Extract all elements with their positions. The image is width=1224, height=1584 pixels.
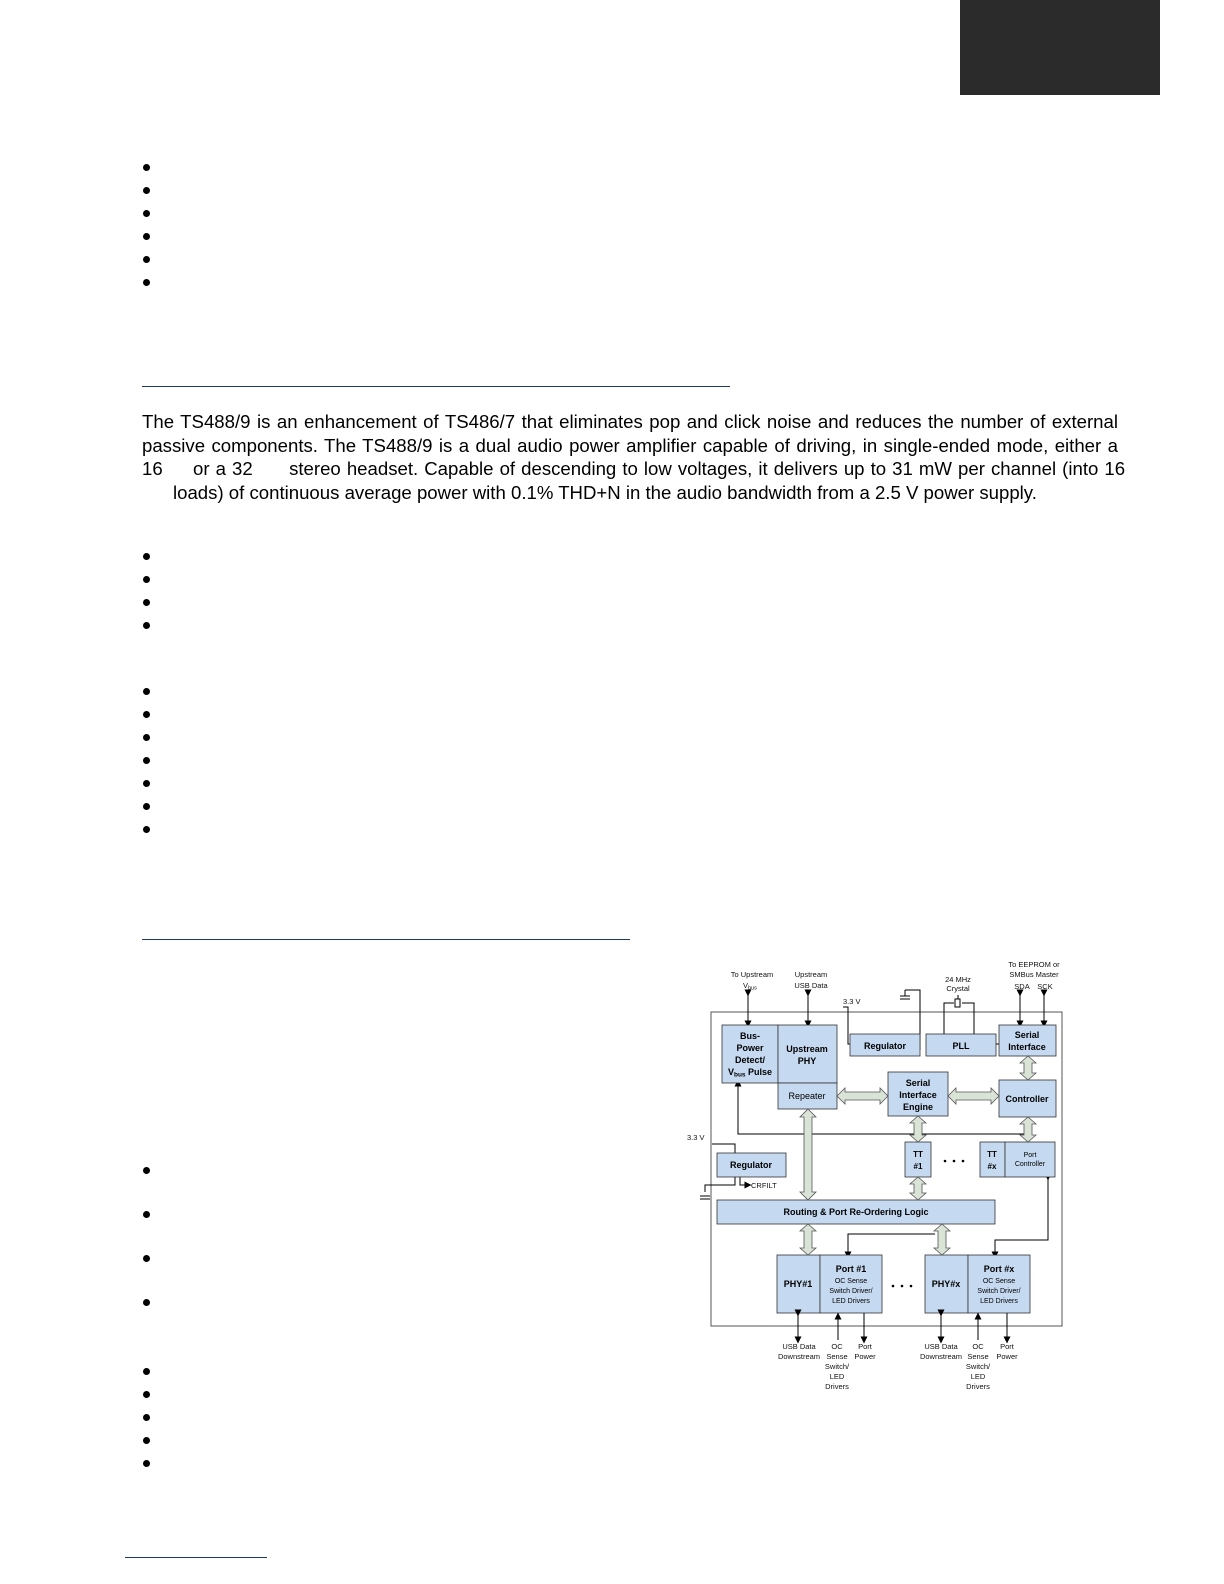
block-label: Switch Driver/: [829, 1288, 873, 1295]
block-label: Vbus Pulse: [727, 1067, 773, 1079]
label-port-power: Power: [854, 1352, 876, 1361]
block-label: OC Sense: [834, 1278, 868, 1285]
label-24mhz: 24 MHz: [945, 975, 971, 984]
label-oc-sense: LED: [829, 1372, 845, 1381]
block-label: Engine: [902, 1102, 934, 1112]
label-oc-sense: OC: [831, 1342, 843, 1351]
footer-rule: [125, 1557, 267, 1558]
label-usb-data-downstream: USB Data: [924, 1342, 958, 1351]
description-line: The TS488/9 is an enhancement of TS486/7 that eliminates pop and click noise and reduces the number of external: [142, 411, 1118, 432]
block-label: Regulator: [729, 1160, 773, 1170]
label-sck: SCK: [1037, 982, 1053, 991]
label-3v3-left: 3.3 V: [687, 1133, 705, 1142]
tt1-block: [905, 1142, 931, 1177]
block-label: Upstream: [786, 1044, 828, 1054]
description-line: 16 or a 32 stereo headset. Capable of descending to low voltages, it delivers up to 31 mW per channel (into 16: [142, 458, 1126, 479]
block-label: #1: [913, 1162, 923, 1171]
description-paragraph: [142, 410, 1126, 504]
block-label: LED Drivers: [980, 1298, 1018, 1305]
label-oc-sense: Sense: [967, 1352, 989, 1361]
label-oc-sense: Sense: [826, 1352, 848, 1361]
label-to-eeprom: To EEPROM or: [1008, 960, 1060, 969]
block-label: Bus-: [740, 1031, 760, 1041]
label-oc-sense: LED: [970, 1372, 986, 1381]
block-label: Port #x: [983, 1264, 1015, 1274]
label-usb-data-downstream: Downstream: [777, 1352, 821, 1361]
label-oc-sense: Drivers: [966, 1382, 990, 1391]
label-usb-data-downstream: Downstream: [919, 1352, 963, 1361]
block-label: TT: [913, 1150, 923, 1159]
label-port-power: Port: [1000, 1342, 1014, 1351]
block-label: Port #1: [835, 1264, 867, 1274]
block-label: Interface: [899, 1090, 937, 1100]
header-corner-block: [960, 0, 1160, 95]
label-usb-data: USB Data: [794, 981, 828, 990]
block-label: Port: [1023, 1152, 1037, 1159]
label-3v3-top: 3.3 V: [843, 997, 861, 1006]
block-label: PHY#1: [783, 1279, 813, 1289]
block-label: TT: [987, 1150, 997, 1159]
block-label: Regulator: [863, 1041, 907, 1051]
block-label: Interface: [1008, 1042, 1046, 1052]
section-rule-2: [142, 939, 630, 940]
block-label: #x: [987, 1162, 997, 1171]
section-rule-1: [142, 386, 730, 387]
label-usb-data-downstream: USB Data: [782, 1342, 816, 1351]
port-controller-block: [1005, 1142, 1055, 1177]
label-oc-sense: OC: [972, 1342, 984, 1351]
label-oc-sense: Drivers: [825, 1382, 849, 1391]
label-to-upstream: To Upstream: [730, 970, 774, 979]
label-port-power: Power: [996, 1352, 1018, 1361]
block-label: Controller: [1005, 1094, 1049, 1104]
block-label: Routing & Port Re-Ordering Logic: [783, 1207, 929, 1217]
block-label: Power: [736, 1043, 764, 1053]
usb-hub-block-diagram: [684, 955, 1070, 1395]
label-crfilt: CRFILT: [751, 1181, 777, 1190]
label-vbus: $V_{bus}$: [743, 981, 757, 992]
block-label: Switch Driver/: [977, 1288, 1021, 1295]
label-port-power: Port: [858, 1342, 872, 1351]
block-label: OC Sense: [982, 1278, 1016, 1285]
label-upstream: Upstream: [794, 970, 828, 979]
label-oc-sense: Switch/: [965, 1362, 991, 1371]
ttx-block: [980, 1142, 1005, 1177]
block-label: Repeater: [788, 1091, 826, 1101]
label-oc-sense: Switch/: [824, 1362, 850, 1371]
block-label: Serial: [905, 1078, 931, 1088]
block-label: LED Drivers: [832, 1298, 870, 1305]
label-sda: SDA: [1014, 982, 1030, 991]
label-smbus-master: SMBus Master: [1009, 970, 1059, 979]
block-label: Controller: [1014, 1161, 1046, 1168]
block-label: PHY: [797, 1056, 817, 1066]
block-label: Detect/: [734, 1055, 766, 1065]
description-line: loads) of continuous average power with 0.1% THD+N in the audio bandwidth from a 2.5 V power supply.: [142, 481, 1037, 503]
label-crystal: Crystal: [946, 984, 970, 993]
block-label: PLL: [952, 1041, 970, 1051]
description-line: passive components. The TS488/9 is a dual audio power amplifier capable of driving, in single-ended mode, either a: [142, 434, 1118, 456]
upstream-phy-block: [778, 1025, 837, 1083]
block-label: PHY#x: [931, 1279, 961, 1289]
block-label: Serial: [1014, 1030, 1040, 1040]
